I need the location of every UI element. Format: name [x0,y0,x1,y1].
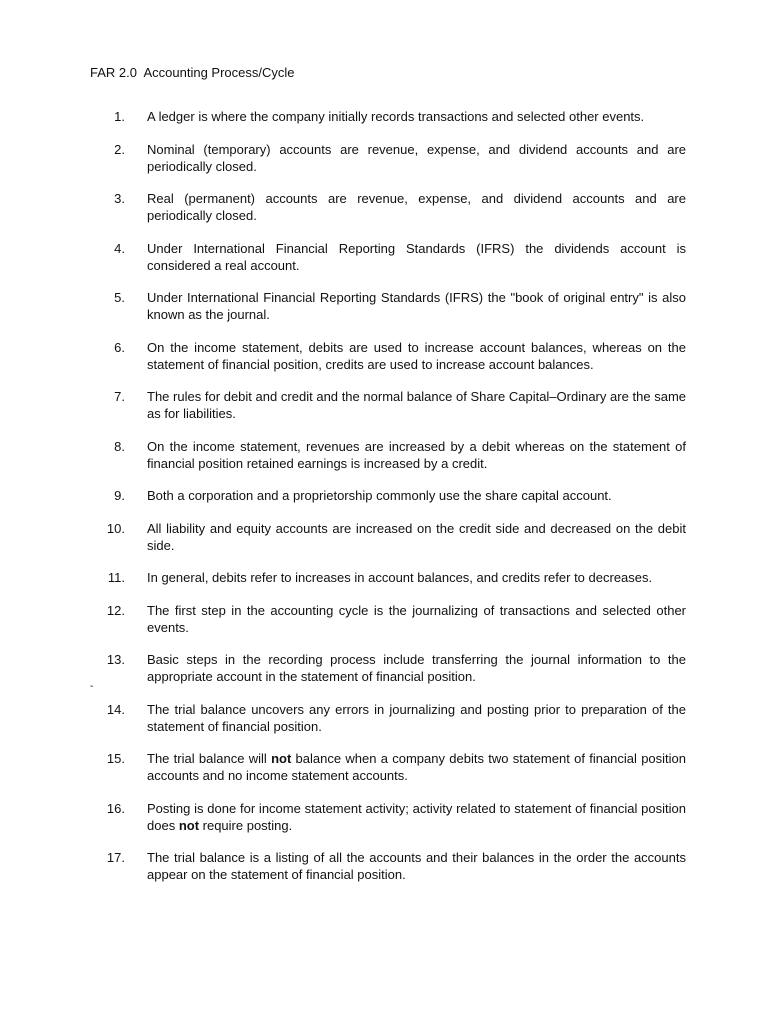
item-text: Real (permanent) accounts are revenue, expense, and dividend accounts and are periodically closed. [147,191,686,223]
item-number: 3. [114,191,125,206]
item-text: In general, debits refer to increases in account balances, and credits refer to decreases. [147,570,653,585]
item-number: 8. [114,438,125,454]
item-number: 17. [106,850,125,865]
item-number: 9. [114,488,125,503]
item-number: 12. [106,602,125,618]
item-number: 16. [106,800,125,816]
item-number: 15. [106,751,125,766]
item-number: 1. [114,109,125,124]
item-number: 6. [114,339,125,355]
list-item [0,339,768,373]
stray-mark: - [90,681,94,692]
list-item [0,520,768,554]
list-item [0,651,768,685]
item-text: Nominal (temporary) accounts are revenue, expense, and dividend accounts and are periodically closed. [147,141,686,174]
item-text: The rules for debit and credit and the normal balance of Share Capital–Ordinary are the same as for liabilities. [147,389,686,421]
item-number: 11. [107,570,125,585]
item-text: A ledger is where the company initially records transactions and selected other events. [147,109,645,124]
list-item [0,602,768,636]
list-item [0,289,768,323]
list-item [0,388,768,422]
statement-list [0,108,768,899]
item-text: Under International Financial Reporting Standards (IFRS) the "book of original entry" is also known as the journal. [147,290,686,322]
list-item [0,800,768,834]
item-number: 5. [114,290,125,305]
item-text: Posting is done for income statement activity; activity related to statement of financial position does not require posting. [147,800,686,833]
item-text: On the income statement, revenues are increased by a debit whereas on the statement of financial position retained earnings is increased by a credit. [147,438,686,471]
item-text: The trial balance uncovers any errors in journalizing and posting prior to preparation of the statement of financial position. [147,701,686,734]
list-item [0,240,768,274]
item-number: 14. [106,701,125,717]
item-text: Basic steps in the recording process include transferring the journal information to the appropriate account in the statement of financial position. [147,652,686,684]
list-item [0,487,768,504]
item-text: Under International Financial Reporting Standards (IFRS) the dividends account is considered a real account. [147,240,686,273]
item-number: 13. [106,652,125,667]
list-item [0,701,768,735]
list-item [0,141,768,175]
list-item [0,750,768,784]
list-item [0,569,768,586]
item-text: The trial balance is a listing of all the accounts and their balances in the order the accounts appear on the statement of financial position. [147,850,686,882]
item-text: All liability and equity accounts are increased on the credit side and decreased on the debit side. [147,520,686,553]
list-item [0,108,768,125]
item-text: The first step in the accounting cycle is the journalizing of transactions and selected other events. [147,602,686,635]
item-text: On the income statement, debits are used to increase account balances, whereas on the statement of financial position, credits are used to increase account balances. [147,339,686,372]
emphasis-not: not [271,751,292,766]
item-number: 2. [114,141,125,157]
item-number: 7. [114,389,125,404]
item-text: Both a corporation and a proprietorship commonly use the share capital account. [147,488,612,503]
list-item [0,849,768,883]
list-item [0,438,768,472]
document-title: FAR 2.0 Accounting Process/Cycle [90,65,295,80]
item-text: The trial balance will not balance when a company debits two statement of financial position accounts and no income statement accounts. [147,751,686,783]
item-number: 4. [114,240,125,256]
item-number: 10. [106,520,125,536]
list-item [0,190,768,224]
emphasis-not: not [178,817,200,833]
